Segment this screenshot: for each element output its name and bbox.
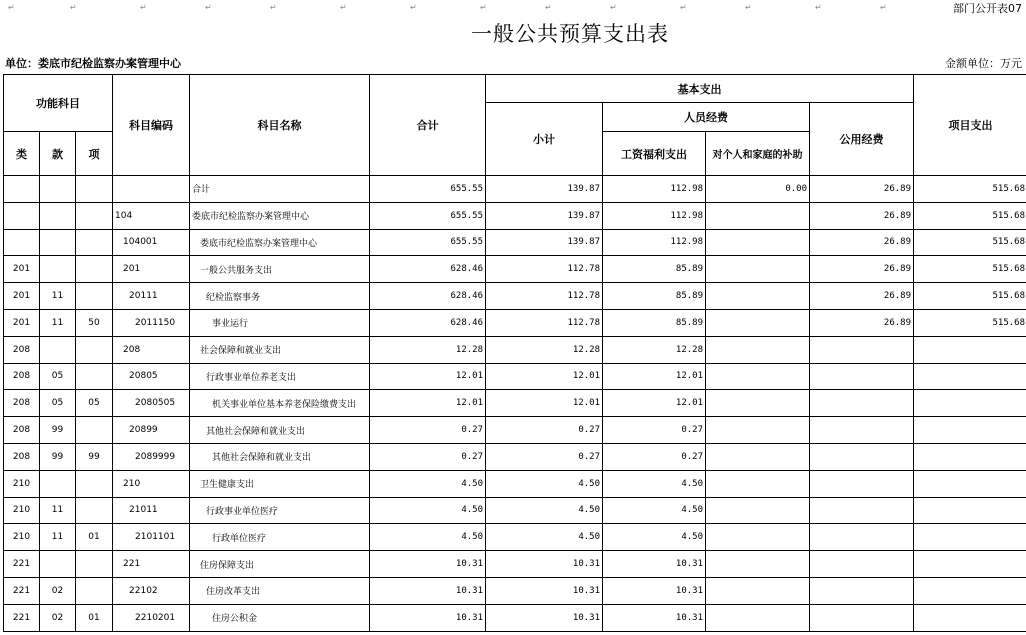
cell-name: 行政事业单位养老支出 [190, 363, 370, 390]
cell-xiang: 01 [76, 524, 113, 551]
cell-code: 20805 [113, 363, 190, 390]
cell-code: 20899 [113, 417, 190, 444]
cell-wages: 12.28 [603, 336, 706, 363]
cell-name: 一般公共服务支出 [190, 256, 370, 283]
table-row [4, 443, 1026, 470]
cell-public [810, 417, 914, 444]
cell-xiang [76, 229, 113, 256]
cell-public [810, 390, 914, 417]
money-unit-label: 金额单位：万元 [945, 57, 1022, 70]
cell-kuan: 99 [40, 443, 76, 470]
cell-subtotal: 4.50 [486, 470, 603, 497]
table-row [4, 604, 1026, 631]
cell-xiang [76, 470, 113, 497]
cell-total: 10.31 [370, 604, 486, 631]
cell-subtotal: 10.31 [486, 604, 603, 631]
cell-name: 社会保障和就业支出 [190, 336, 370, 363]
cell-code: 21011 [113, 497, 190, 524]
header-function-subject: 功能科目 [4, 75, 113, 132]
cell-xiang: 01 [76, 604, 113, 631]
table-row [4, 470, 1026, 497]
cell-wages: 85.89 [603, 283, 706, 310]
cell-lei: 208 [4, 417, 40, 444]
cell-subsidy [706, 256, 810, 283]
cell-subtotal: 112.78 [486, 309, 603, 336]
cell-code: 2089999 [113, 443, 190, 470]
cell-project: 515.68 [914, 309, 1026, 336]
cell-name: 其他社会保障和就业支出 [190, 443, 370, 470]
cell-code: 2080505 [113, 390, 190, 417]
cell-wages: 85.89 [603, 256, 706, 283]
cell-wages: 4.50 [603, 470, 706, 497]
cell-public: 26.89 [810, 256, 914, 283]
cell-code: 104001 [113, 229, 190, 256]
cell-name: 卫生健康支出 [190, 470, 370, 497]
cell-kuan: 05 [40, 363, 76, 390]
cell-subsidy: 0.00 [706, 176, 810, 203]
cell-subtotal: 139.87 [486, 229, 603, 256]
cell-lei [4, 176, 40, 203]
cell-name: 娄底市纪检监察办案管理中心 [190, 229, 370, 256]
cell-kuan [40, 256, 76, 283]
cell-project [914, 497, 1026, 524]
cell-kuan [40, 470, 76, 497]
cell-public [810, 604, 914, 631]
cell-public [810, 470, 914, 497]
cell-project [914, 417, 1026, 444]
cell-subsidy [706, 417, 810, 444]
cell-kuan: 99 [40, 417, 76, 444]
cell-name: 住房公积金 [190, 604, 370, 631]
cell-xiang [76, 417, 113, 444]
cell-project [914, 577, 1026, 604]
cell-project [914, 390, 1026, 417]
cell-kuan: 11 [40, 497, 76, 524]
cell-wages: 10.31 [603, 551, 706, 578]
unit-label: 单位：娄底市纪检监察办案管理中心 [5, 57, 181, 70]
header-project-expenditure: 项目支出 [914, 75, 1026, 176]
cell-name: 住房保障支出 [190, 551, 370, 578]
table-row [4, 363, 1026, 390]
cell-project [914, 551, 1026, 578]
cell-total: 10.31 [370, 551, 486, 578]
cell-total: 4.50 [370, 524, 486, 551]
cell-public [810, 336, 914, 363]
cell-wages: 112.98 [603, 202, 706, 229]
cell-subsidy [706, 497, 810, 524]
cell-subtotal: 139.87 [486, 176, 603, 203]
cell-subsidy [706, 443, 810, 470]
cell-total: 628.46 [370, 309, 486, 336]
table-row [4, 309, 1026, 336]
cell-subsidy [706, 524, 810, 551]
header-subject-code: 科目编码 [113, 75, 190, 176]
cell-code: 210 [113, 470, 190, 497]
table-row [4, 256, 1026, 283]
cell-total: 0.27 [370, 417, 486, 444]
cell-project: 515.68 [914, 283, 1026, 310]
cell-public [810, 524, 914, 551]
table-row [4, 336, 1026, 363]
cell-lei: 221 [4, 551, 40, 578]
cell-lei: 208 [4, 336, 40, 363]
cell-project [914, 336, 1026, 363]
header-subtotal: 小计 [486, 103, 603, 176]
header-kuan: 款 [40, 132, 76, 176]
cell-name: 娄底市纪检监察办案管理中心 [190, 202, 370, 229]
cell-project: 515.68 [914, 229, 1026, 256]
cell-code: 201 [113, 256, 190, 283]
header-xiang: 项 [76, 132, 113, 176]
cell-lei [4, 229, 40, 256]
cell-name: 机关事业单位基本养老保险缴费支出 [190, 390, 370, 417]
cell-name: 行政单位医疗 [190, 524, 370, 551]
cell-public [810, 443, 914, 470]
cell-kuan [40, 229, 76, 256]
cell-total: 12.01 [370, 363, 486, 390]
cell-lei: 208 [4, 390, 40, 417]
cell-subtotal: 139.87 [486, 202, 603, 229]
cell-xiang [76, 336, 113, 363]
cell-total: 12.01 [370, 390, 486, 417]
cell-subsidy [706, 470, 810, 497]
cell-project: 515.68 [914, 202, 1026, 229]
cell-name: 住房改革支出 [190, 577, 370, 604]
cell-code [113, 176, 190, 203]
cell-kuan [40, 202, 76, 229]
paragraph-marks: ↵ ↵ ↵ ↵ ↵ ↵ ↵ ↵ ↵ ↵ ↵ ↵ ↵ ↵ [8, 3, 887, 12]
cell-lei: 210 [4, 497, 40, 524]
cell-public: 26.89 [810, 283, 914, 310]
cell-wages: 10.31 [603, 604, 706, 631]
cell-kuan: 02 [40, 577, 76, 604]
cell-public [810, 497, 914, 524]
cell-wages: 4.50 [603, 497, 706, 524]
cell-lei: 201 [4, 283, 40, 310]
cell-wages: 12.01 [603, 390, 706, 417]
cell-total: 0.27 [370, 443, 486, 470]
cell-public: 26.89 [810, 176, 914, 203]
cell-public: 26.89 [810, 229, 914, 256]
cell-kuan [40, 336, 76, 363]
cell-xiang [76, 202, 113, 229]
cell-subtotal: 4.50 [486, 497, 603, 524]
cell-xiang: 50 [76, 309, 113, 336]
table-row [4, 524, 1026, 551]
table-row [4, 229, 1026, 256]
cell-subtotal: 112.78 [486, 256, 603, 283]
cell-kuan: 05 [40, 390, 76, 417]
cell-subsidy [706, 283, 810, 310]
cell-kuan [40, 551, 76, 578]
cell-name: 合计 [190, 176, 370, 203]
table-row [4, 497, 1026, 524]
cell-project [914, 363, 1026, 390]
cell-total: 4.50 [370, 497, 486, 524]
cell-wages: 0.27 [603, 443, 706, 470]
cell-xiang [76, 256, 113, 283]
cell-xiang [76, 363, 113, 390]
header-personal-family-subsidy: 对个人和家庭的补助 [706, 132, 810, 176]
cell-wages: 112.98 [603, 176, 706, 203]
cell-total: 12.28 [370, 336, 486, 363]
cell-kuan: 11 [40, 524, 76, 551]
table-row [4, 283, 1026, 310]
cell-subsidy [706, 390, 810, 417]
cell-kuan [40, 176, 76, 203]
cell-xiang: 99 [76, 443, 113, 470]
cell-wages: 112.98 [603, 229, 706, 256]
cell-code: 2011150 [113, 309, 190, 336]
cell-code: 221 [113, 551, 190, 578]
cell-subtotal: 12.01 [486, 363, 603, 390]
table-row [4, 417, 1026, 444]
cell-lei: 221 [4, 604, 40, 631]
cell-subtotal: 12.28 [486, 336, 603, 363]
page-title: 一般公共预算支出表 [471, 22, 669, 46]
cell-subtotal: 12.01 [486, 390, 603, 417]
table-row [4, 577, 1026, 604]
cell-name: 纪检监察事务 [190, 283, 370, 310]
cell-code: 208 [113, 336, 190, 363]
cell-xiang: 05 [76, 390, 113, 417]
cell-project [914, 524, 1026, 551]
cell-wages: 12.01 [603, 363, 706, 390]
cell-kuan: 11 [40, 283, 76, 310]
cell-lei: 210 [4, 524, 40, 551]
cell-subsidy [706, 604, 810, 631]
header-subject-name: 科目名称 [190, 75, 370, 176]
cell-project [914, 604, 1026, 631]
cell-project: 515.68 [914, 176, 1026, 203]
cell-subsidy [706, 309, 810, 336]
cell-code: 2210201 [113, 604, 190, 631]
cell-lei: 208 [4, 443, 40, 470]
header-personnel-funds: 人员经费 [603, 103, 810, 132]
cell-subtotal: 112.78 [486, 283, 603, 310]
cell-total: 655.55 [370, 229, 486, 256]
cell-subsidy [706, 577, 810, 604]
cell-public: 26.89 [810, 202, 914, 229]
cell-project [914, 443, 1026, 470]
header-basic-expenditure: 基本支出 [486, 75, 914, 103]
cell-subsidy [706, 551, 810, 578]
cell-subtotal: 0.27 [486, 417, 603, 444]
cell-name: 事业运行 [190, 309, 370, 336]
cell-code: 2101101 [113, 524, 190, 551]
cell-wages: 0.27 [603, 417, 706, 444]
cell-wages: 4.50 [603, 524, 706, 551]
cell-wages: 10.31 [603, 577, 706, 604]
cell-code: 20111 [113, 283, 190, 310]
cell-public [810, 551, 914, 578]
cell-subsidy [706, 229, 810, 256]
cell-kuan: 11 [40, 309, 76, 336]
cell-name: 其他社会保障和就业支出 [190, 417, 370, 444]
table-row [4, 202, 1026, 229]
cell-project: 515.68 [914, 256, 1026, 283]
cell-total: 628.46 [370, 283, 486, 310]
cell-subtotal: 10.31 [486, 551, 603, 578]
cell-public: 26.89 [810, 309, 914, 336]
cell-code: 104 [113, 202, 190, 229]
table-row [4, 390, 1026, 417]
table-row [4, 176, 1026, 203]
cell-name: 行政事业单位医疗 [190, 497, 370, 524]
cell-lei: 221 [4, 577, 40, 604]
cell-xiang [76, 577, 113, 604]
cell-kuan: 02 [40, 604, 76, 631]
cell-subtotal: 10.31 [486, 577, 603, 604]
cell-subsidy [706, 336, 810, 363]
form-number: 部门公开表07 [953, 2, 1022, 15]
cell-lei [4, 202, 40, 229]
cell-public [810, 577, 914, 604]
cell-xiang [76, 551, 113, 578]
cell-lei: 201 [4, 256, 40, 283]
cell-total: 655.55 [370, 202, 486, 229]
header-public-funds: 公用经费 [810, 103, 914, 176]
cell-lei: 208 [4, 363, 40, 390]
table-row [4, 551, 1026, 578]
cell-xiang [76, 497, 113, 524]
cell-subsidy [706, 202, 810, 229]
cell-lei: 201 [4, 309, 40, 336]
cell-subtotal: 4.50 [486, 524, 603, 551]
cell-public [810, 363, 914, 390]
cell-xiang [76, 176, 113, 203]
cell-total: 4.50 [370, 470, 486, 497]
header-wages-welfare: 工资福利支出 [603, 132, 706, 176]
cell-total: 10.31 [370, 577, 486, 604]
cell-lei: 210 [4, 470, 40, 497]
cell-total: 655.55 [370, 176, 486, 203]
budget-table [3, 74, 1026, 632]
cell-subtotal: 0.27 [486, 443, 603, 470]
cell-code: 22102 [113, 577, 190, 604]
cell-subsidy [706, 363, 810, 390]
header-total: 合计 [370, 75, 486, 176]
cell-xiang [76, 283, 113, 310]
cell-total: 628.46 [370, 256, 486, 283]
header-lei: 类 [4, 132, 40, 176]
cell-project [914, 470, 1026, 497]
cell-wages: 85.89 [603, 309, 706, 336]
